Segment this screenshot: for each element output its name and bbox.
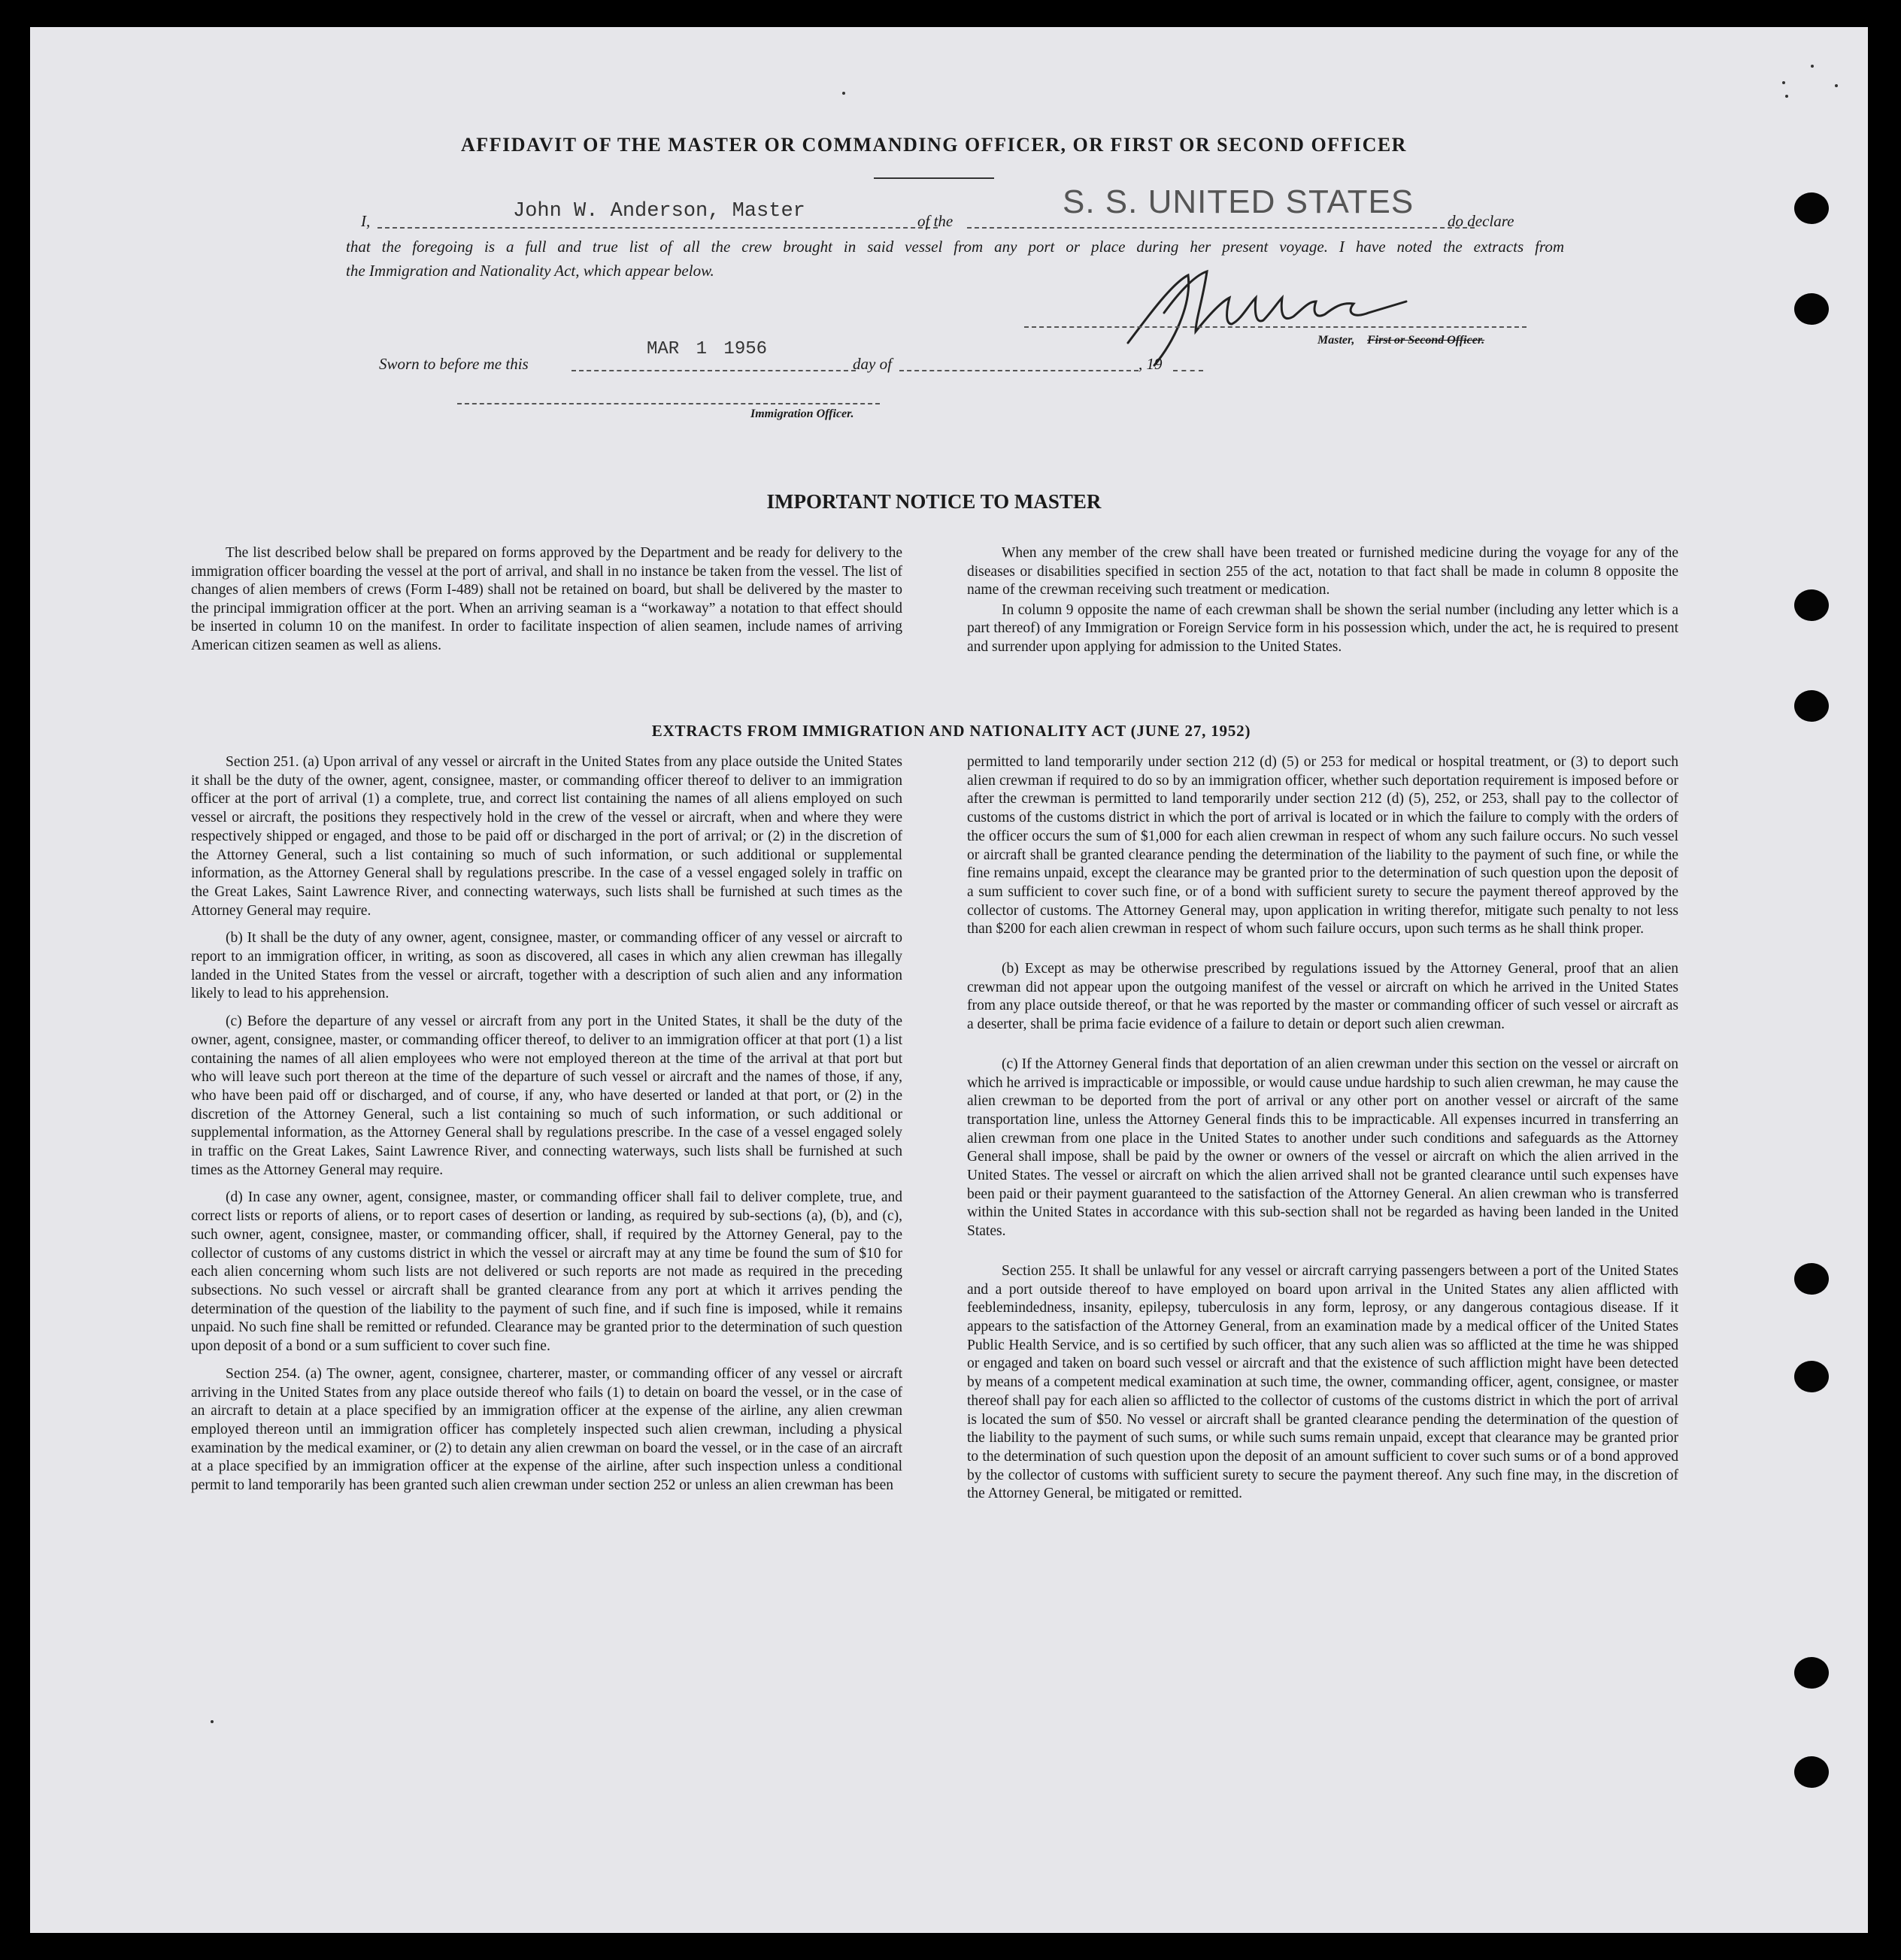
vessel-line — [967, 227, 1475, 229]
master-name-line — [377, 227, 938, 229]
punch-hole — [1794, 1657, 1829, 1689]
title-divider — [874, 177, 994, 179]
punch-hole — [1794, 1361, 1829, 1392]
punch-hole — [1794, 192, 1829, 224]
section-251-b: (b) It shall be the duty of any owner, agent, consignee, master, or commanding officer of any vessel or aircraft to report to an immigration officer, in writing, as soon as discovered, all cases in which any alien crewman has illegally landed in the United States from the vessel or aircraft, together with a description of such alien and any information likely to lead to his apprehension. — [191, 930, 902, 1002]
year-prefix: , 19 — [1138, 355, 1163, 373]
section-254-b: (b) Except as may be otherwise prescribed by regulations issued by the Attorney General, proof that an alien crewman did not appear upon the outgoing manifest of the vessel or aircraft on which he arrived in the United States from any place outside thereof, or that he was reported by the master or commanding officer of such vessel or aircraft as a deserter, shall be prima facie evidence of a failure to detain or deport such alien crewman. — [967, 961, 1678, 1033]
scan-speck — [211, 1720, 214, 1723]
extracts-left-column — [191, 753, 902, 1502]
master-title: Master, — [1317, 334, 1355, 347]
section-254-a-continued: permitted to land temporarily under section 212 (d) (5) or 253 for medical or hospital treatment, or (3) to deport such alien crewman if required to do so by an immigration officer, whether such deportation requirement is imposed before or after the crewman is permitted to land temporarily under section 212 (d) (5), 252, or 253, shall pay to the collector of customs of the customs district in which the port of arrival is located or in which the failure to comply with the orders of the officer occurs the sum of $1,000 for each alien crewman in respect of whom any such failure occurs. No such vessel or aircraft shall be granted clearance pending the determination of the liability to the payment of such fine, or while the fine remains unpaid, except the clearance may be granted prior to the determination of such question upon the deposit of a sum sufficient to cover such fine, or of a bond with sufficient surety to secure the payment thereof approved by the collector of customs. The Attorney General may, upon application in writing therefor, mitigate such penalty to not less than $200 for each alien crewman in respect of whom such failure occurs, upon such terms as he shall think proper. — [967, 754, 1678, 938]
notice-left-column — [191, 544, 902, 662]
section-254-c: (c) If the Attorney General finds that deportation of an alien crewman under this section on the vessel or aircraft on which he arrived is impracticable or impossible, or would cause undue hardship to such alien crewman, he may cause the alien crewman to be deported from the port of arrival or any other port on another vessel or aircraft of the same transportation line, unless the Attorney General finds this to be impracticable. All expenses incurred in transferring an alien crewman from one place in the United States to another under such conditions and safeguards as the Attorney General shall impose, shall be paid by the owner or owners of the vessel or aircraft on which the alien arrived in the United States. The vessel or aircraft on which the alien arrived shall not be granted clearance until such expenses have been paid or their payment guaranteed to the satisfaction of the Attorney General. An alien crewman who is transferred within the United States in accordance with this sub-section shall not be regarded as having been landed in the United States. — [967, 1056, 1678, 1240]
punch-hole — [1794, 589, 1829, 621]
punch-hole — [1794, 690, 1829, 722]
declaration-line-2: the Immigration and Nationality Act, which appear below. — [346, 262, 714, 280]
officer-signature-line — [457, 403, 880, 404]
form-page — [30, 27, 1868, 1933]
extracts-heading: EXTRACTS FROM IMMIGRATION AND NATIONALITY ACT (JUNE 27, 1952) — [651, 722, 1251, 740]
year-line — [1173, 370, 1203, 371]
scan-speck — [1782, 81, 1785, 84]
declaration-line-1: that the foregoing is a full and true list of all the crew brought in said vessel from any port or place during her present voyage. I have noted the extracts from — [346, 238, 1564, 256]
master-signature — [1083, 260, 1414, 373]
sworn-label: Sworn to before me this — [379, 355, 529, 373]
month-line — [899, 370, 1138, 371]
scan-speck — [1835, 84, 1838, 87]
vessel-stamp: S. S. UNITED STATES — [1063, 183, 1414, 220]
section-251-c: (c) Before the departure of any vessel or aircraft from any port in the United States, it shall be the duty of the owner, agent, consignee, master, or commanding officer thereof, to deliver to an immigration officer at that port (1) a list containing the names of all alien employees who were not employed thereon at the time of the arrival at that port but who will leave such port thereon at the time of the departure of such vessel or aircraft and the names of those, if any, who have been paid off or discharged, and of course, if any, who have deserted or landed at that port, or (2) in the discretion of the Attorney General, such a list containing so much of such information, or such additional or supplemental information, as the Attorney General shall by regulations prescribe. In the case of a vessel engaged solely in traffic on the Great Lakes, Saint Lawrence River, and connecting waterways, such lists shall be furnished at such times as the Attorney General may require. — [191, 1013, 902, 1178]
section-254-a: Section 254. (a) The owner, agent, consignee, charterer, master, or commanding officer of any vessel or aircraft arriving in the United States from any place outside thereof who fails (1) to detain on board the vessel, or in the case of an aircraft to detain at a place specified by an immigration officer at the expense of the airline, any alien crewman employed thereon until an immigration officer has completely inspected such alien crewman, including a physical examination by the medical examiner, or (2) to detain any alien crewman on board the vessel, or in the case of an aircraft at a place specified by an immigration officer at the expense of the airline, after such inspection unless a conditional permit to land temporarily has been granted such alien crewman under section 252 or unless an alien crewman has been — [191, 1365, 902, 1494]
master-name-typed: John W. Anderson, Master — [513, 200, 805, 223]
master-title-struck: First or Second Officer. — [1367, 334, 1485, 347]
do-declare-label: do declare — [1448, 212, 1514, 230]
scan-speck — [1785, 95, 1788, 98]
extracts-right-column — [967, 753, 1678, 1510]
sworn-date-stamp: MAR 1 1956 — [647, 339, 768, 359]
punch-hole — [1794, 1756, 1829, 1788]
section-255: Section 255. It shall be unlawful for any vessel or aircraft carrying passengers between a port of the United States and a port outside thereof to have employed on board upon arrival in the United States any alien afflicted with feeblemindedness, insanity, epilepsy, tuberculosis in any form, leprosy, or any dangerous contagious disease. If it appears to the satisfaction of the Attorney General, from an examination made by a medical officer of the United States Public Health Service, and is so certified by such officer, that any such alien was so afflicted at the time he was shipped or engaged and taken on board such vessel or aircraft and that the existence of such affliction might have been detected by means of a competent medical examination at such time, the owner, commanding officer, agent, consignee, or master thereof shall pay for each alien so afflicted to the collector of customs of the customs district in which the port of arrival is located the sum of $50. No vessel or aircraft shall be granted clearance pending the determination of the question of the liability to the payment of such sums, or while such sums remain unpaid, except that clearance may be granted prior to the determination of such question upon the deposit of an amount sufficient to cover such sums or of a bond approved by the collector of customs with sufficient surety to secure the payment thereof. Any such fine may, in the discretion of the Attorney General, be mitigated or remitted. — [967, 1262, 1678, 1502]
i-label: I, — [361, 212, 371, 230]
affidavit-title: AFFIDAVIT OF THE MASTER OR COMMANDING OFFICER, OR FIRST OR SECOND OFFICER — [461, 134, 1407, 156]
punch-hole — [1794, 1263, 1829, 1295]
punch-hole — [1794, 293, 1829, 325]
notice-heading: IMPORTANT NOTICE TO MASTER — [766, 490, 1102, 513]
master-signature-line — [1024, 326, 1527, 328]
officer-label: Immigration Officer. — [750, 407, 854, 420]
day-of-label: day of — [853, 355, 892, 373]
scan-speck — [842, 92, 845, 95]
notice-left-paragraph: The list described below shall be prepared on forms approved by the Department and be ready for delivery to the immigration officer boarding the vessel at the port of arrival, and shall in no instance be taken from the vessel. The list of changes of alien members of crews (Form I-489) shall not be retained on board, but shall be delivered by the master to the principal immigration officer at the port. When an arriving seaman is a “workaway” a notation to that effect should be inserted in column 10 on the manifest. In order to facilitate inspection of alien seamen, include names of arriving American citizen seamen as well as aliens. — [191, 545, 902, 653]
scan-speck — [1811, 65, 1814, 68]
notice-right-paragraph-2: In column 9 opposite the name of each crewman shall be shown the serial number (including any letter which is a part thereof) of any Immigration or Foreign Service form in his possession which, under the act, he is required to present and surrender upon applying for admission to the United States. — [967, 601, 1678, 655]
section-251-d: (d) In case any owner, agent, consignee, master, or commanding officer shall fail to deliver complete, true, and correct lists or reports of aliens, or to report cases of desertion or landing, as required by sub-sections (a), (b), and (c), such owner, agent, consignee, master, or commanding officer, shall, if required by the Attorney General, pay to the collector of customs of any customs district in which the vessel or aircraft may at any time be found the sum of $10 for each alien concerning whom such lists are not delivered or such reports are not made as required in the preceding subsections. No such vessel or aircraft shall be granted clearance from any port at which it arrives pending the determination of the question of the liability to the payment of such fine, and if such fine is imposed, while it remains unpaid. No such fine shall be remitted or refunded. Clearance may be granted prior to the determination of such question upon deposit of a bond or a sum sufficient to cover such fine. — [191, 1189, 902, 1355]
notice-right-column — [967, 544, 1678, 664]
sworn-date-line — [572, 370, 856, 371]
section-251-a: Section 251. (a) Upon arrival of any vessel or aircraft in the United States from any place outside the United States it shall be the duty of the owner, agent, consignee, master, or commanding officer thereof to deliver to an immigration officer at the port of arrival (1) a complete, true, and correct list containing the names of all aliens employed on such vessel or aircraft, the positions they respectively hold in the crew of the vessel or aircraft, when and where they were respectively shipped or engaged, and those to be paid off or discharged in the port of arrival; or (2) in the discretion of the Attorney General, such a list containing so much of such information, or such additional or supplemental information, as the Attorney General shall by regulations prescribe. In the case of a vessel engaged solely in traffic on the Great Lakes, Saint Lawrence River, and connecting waterways, such lists shall be furnished at such times as the Attorney General may require. — [191, 754, 902, 919]
of-the-label: of the — [917, 212, 954, 230]
notice-right-paragraph-1: When any member of the crew shall have been treated or furnished medicine during the voyage for any of the diseases or disabilities specified in section 255 of the act, notation to that fact shall be made in column 8 opposite the name of the crewman receiving such treatment or medication. — [967, 545, 1678, 598]
